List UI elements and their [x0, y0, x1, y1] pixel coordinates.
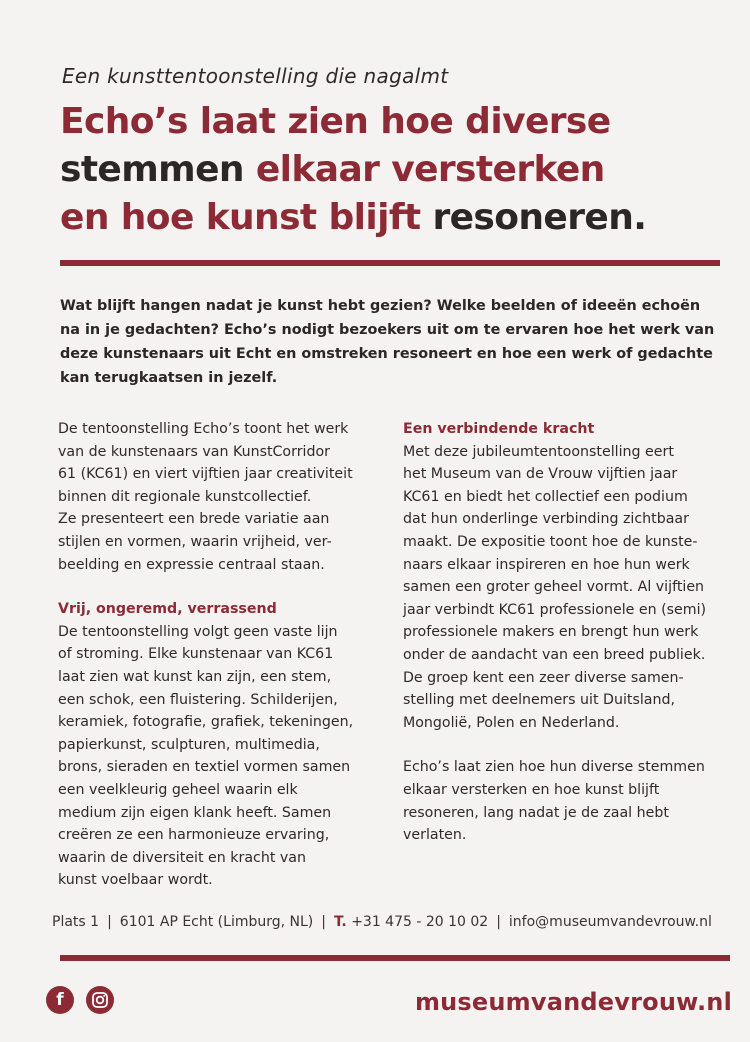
- phone-prefix: T.: [333, 914, 347, 930]
- text-line: dat hun onderlinge verbinding zichtbaar: [403, 511, 689, 528]
- left-column: [58, 418, 378, 892]
- email-link[interactable]: info@museumvandevrouw.nl: [508, 914, 712, 930]
- postal-address: 6101 AP Echt (Limburg, NL): [119, 914, 314, 930]
- intro-line: Wat blijft hangen nadat je kunst hebt gezien? Welke beelden of ideeën echoën: [60, 298, 701, 314]
- text-line: laat zien wat kunst kan zijn, een stem,: [58, 668, 332, 685]
- text-line: een schok, een fluistering. Schilderijen,: [58, 691, 338, 708]
- paragraph-gap: [403, 734, 733, 756]
- headline-line-1: Echo’s laat zien hoe diverse: [60, 101, 611, 142]
- text-line: KC61 en biedt het collectief een podium: [403, 488, 688, 505]
- intro-line: deze kunstenaars uit Echt en omstreken resoneert en hoe een werk of gedachte: [60, 346, 713, 362]
- intro-paragraph: [60, 294, 720, 390]
- text-line: verlaten.: [403, 827, 467, 844]
- facebook-icon[interactable]: [46, 986, 74, 1014]
- text-line: medium zijn eigen klank heeft. Samen: [58, 804, 332, 821]
- separator: |: [107, 914, 112, 930]
- instagram-icon[interactable]: [86, 986, 114, 1014]
- right-column: [403, 418, 733, 847]
- text-line: Ze presenteert een brede variatie aan: [58, 511, 330, 528]
- footer-contact: [52, 914, 712, 930]
- separator: |: [496, 914, 501, 930]
- text-line: of stroming. Elke kunstenaar van KC61: [58, 646, 334, 663]
- text-line: samen een groter geheel vormt. Al vijftien: [403, 579, 705, 596]
- facebook-glyph: f: [56, 990, 64, 1010]
- left-paragraph-2: [58, 621, 378, 892]
- text-line: stijlen en vormen, waarin vrijheid, ver-: [58, 533, 332, 550]
- text-line: naars elkaar inspireren en hoe hun werk: [403, 556, 690, 573]
- text-line: keramiek, fotografie, grafiek, tekeningen,: [58, 714, 354, 731]
- headline: [60, 98, 740, 242]
- text-line: stelling met deelnemers uit Duitsland,: [403, 692, 676, 709]
- right-paragraph-2: [403, 756, 733, 846]
- text-line: 61 (KC61) en viert vijftien jaar creativiteit: [58, 466, 353, 483]
- instagram-glyph: [91, 991, 109, 1009]
- website-link[interactable]: museumvandevrouw.nl: [414, 988, 732, 1016]
- address: Plats 1: [52, 914, 100, 930]
- intro-line: na in je gedachten? Echo’s nodigt bezoekers uit om te ervaren hoe het werk van: [60, 322, 715, 338]
- text-line: onder de aandacht van een breed publiek.: [403, 646, 706, 663]
- top-divider: [60, 260, 720, 266]
- headline-line-2a: stemmen: [60, 149, 244, 190]
- text-line: creëren ze een harmonieuze ervaring,: [58, 827, 330, 844]
- text-line: De tentoonstelling volgt geen vaste lijn: [58, 623, 338, 640]
- text-line: elkaar versterken en hoe kunst blijft: [403, 781, 660, 798]
- headline-line-2b: elkaar versterken: [243, 149, 605, 190]
- text-line: een veelkleurig geheel waarin elk: [58, 781, 298, 798]
- text-line: beelding en expressie centraal staan.: [58, 556, 325, 573]
- text-line: kunst voelbaar wordt.: [58, 872, 213, 889]
- text-line: van de kunstenaars van KunstCorridor: [58, 443, 330, 460]
- bottom-divider: [60, 955, 730, 961]
- text-line: brons, sieraden en textiel vormen samen: [58, 759, 351, 776]
- headline-line-2: [60, 146, 740, 194]
- text-line: waarin de diversiteit en kracht van: [58, 849, 306, 866]
- text-line: Echo’s laat zien hoe hun diverse stemmen: [403, 759, 705, 776]
- left-paragraph-1: [58, 418, 378, 576]
- text-line: Met deze jubileumtentoonstelling eert: [403, 443, 674, 460]
- right-subheading: Een verbindende kracht: [403, 421, 595, 437]
- tagline: Een kunsttentoonstelling die nagalmt: [62, 64, 449, 88]
- text-line: binnen dit regionale kunstcollectief.: [58, 488, 312, 505]
- text-line: jaar verbindt KC61 professionele en (semi): [403, 601, 707, 618]
- phone-number[interactable]: +31 475 - 20 10 02: [351, 914, 489, 930]
- headline-line-3a: en hoe kunst blijft: [60, 197, 421, 238]
- text-line: papierkunst, sculpturen, multimedia,: [58, 736, 320, 753]
- text-line: resoneren, lang nadat je de zaal hebt: [403, 804, 669, 821]
- headline-line-3: [60, 194, 740, 242]
- text-line: De groep kent een zeer diverse samen-: [403, 669, 684, 686]
- intro-line: kan terugkaatsen in jezelf.: [60, 370, 278, 386]
- text-line: maakt. De expositie toont hoe de kunste-: [403, 533, 698, 550]
- left-subheading: Vrij, ongeremd, verrassend: [58, 601, 277, 618]
- text-line: het Museum van de Vrouw vijftien jaar: [403, 466, 678, 483]
- separator: |: [321, 914, 326, 930]
- right-paragraph-1: [403, 441, 733, 735]
- text-line: Mongolië, Polen en Nederland.: [403, 714, 620, 731]
- text-line: De tentoonstelling Echo’s toont het werk: [58, 421, 349, 437]
- text-line: professionele makers en brengt hun werk: [403, 624, 699, 641]
- paragraph-gap: [58, 576, 378, 598]
- headline-line-3b: resoneren.: [420, 197, 647, 238]
